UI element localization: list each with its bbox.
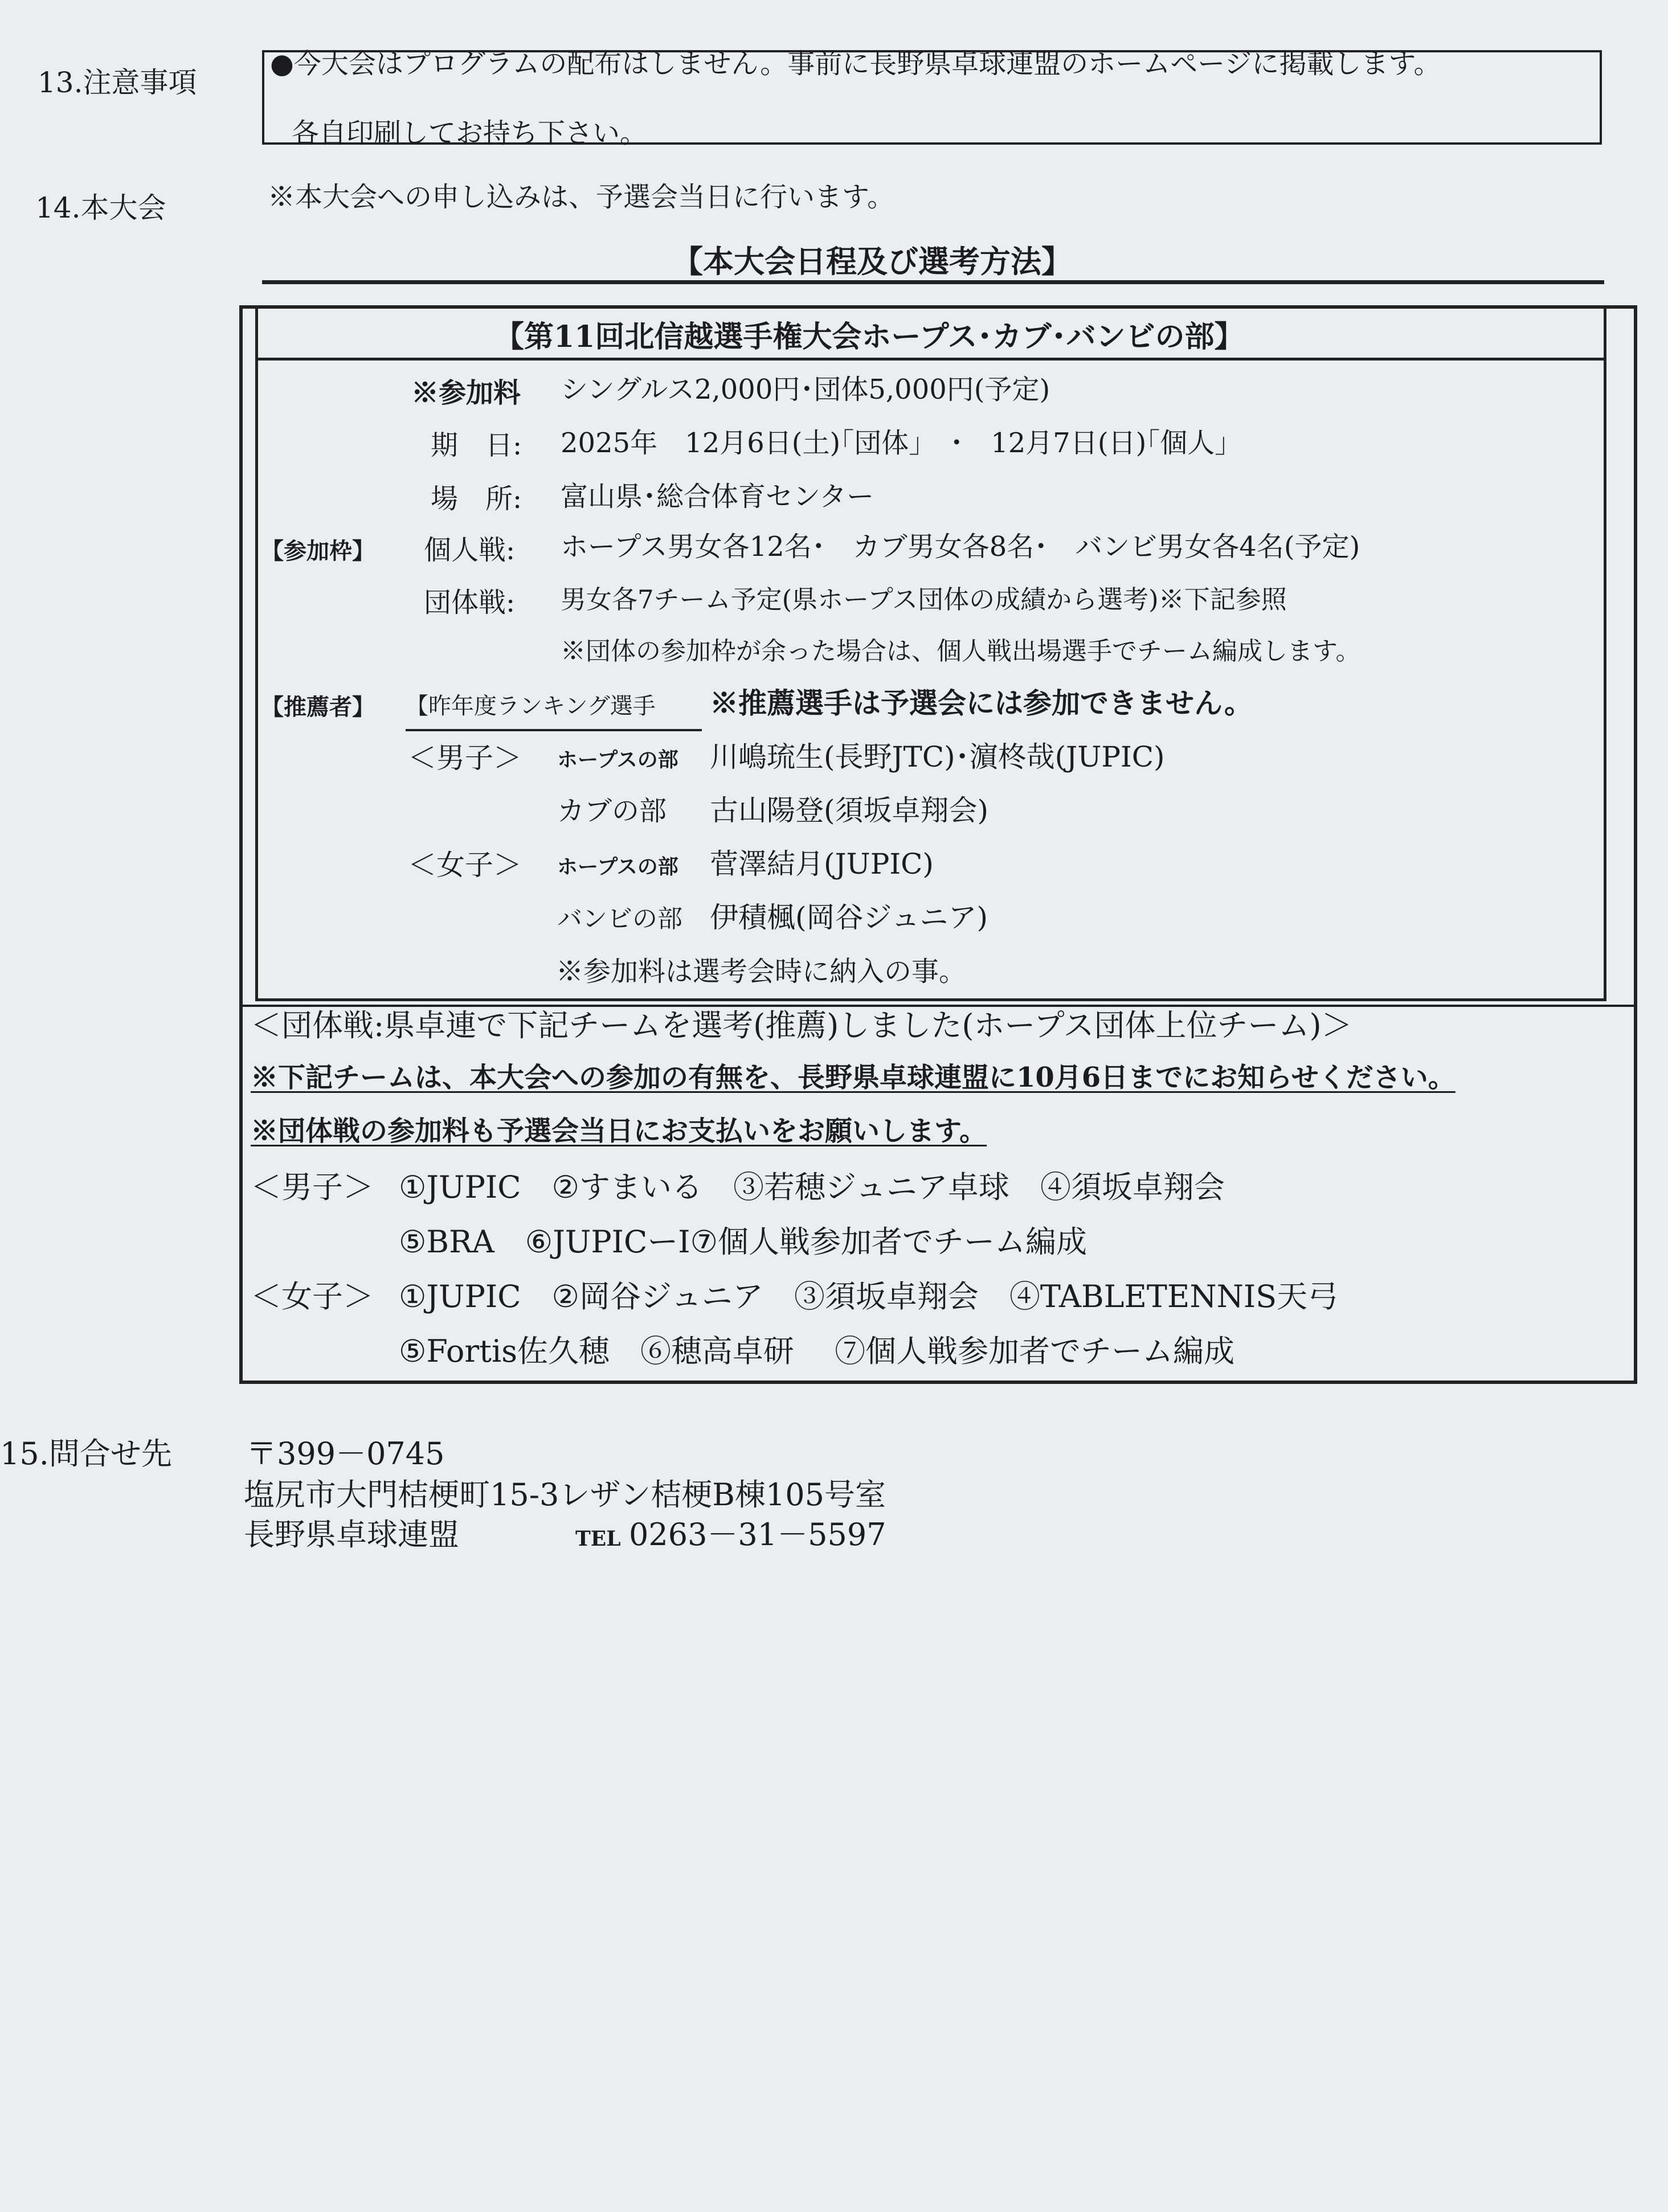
header-divider <box>255 358 1606 361</box>
boys-label: ＜男子＞ <box>408 742 522 775</box>
team-selection-note-2: ※団体戦の参加料も予選会当日にお支払いをお願いします。 <box>251 1115 987 1147</box>
team-boys-label: ＜男子＞ <box>251 1169 374 1205</box>
ranking-underline <box>406 729 702 731</box>
notice-line-1: ●今大会はプログラムの配布はしません。事前に長野県卓球連盟のホームページに掲載します。 <box>270 48 1441 80</box>
fee-payment-note: ※参加料は選考会時に納入の事。 <box>556 956 967 988</box>
organization: 長野県卓球連盟 <box>244 1517 459 1553</box>
team-section-divider <box>239 1005 1637 1007</box>
girls-label: ＜女子＞ <box>408 849 522 882</box>
girls-bambi-division: バンビの部 <box>557 904 682 933</box>
event-header: 【第11回北信越選手権大会ホープス･カブ･バンビの部】 <box>494 319 1244 354</box>
address: 塩尻市大門桔梗町15-3レザン桔梗B棟105号室 <box>244 1477 886 1513</box>
date-value: 2025年 12月6日(土)｢団体｣ ･ 12月7日(日)｢個人｣ <box>561 427 1229 459</box>
boys-cub-names: 古山陽登(須坂卓翔会) <box>710 794 989 827</box>
team-selection-note-1: ※下記チームは、本大会への参加の有無を、長野県卓球連盟に10月6日までにお知らせください。 <box>251 1062 1456 1093</box>
team-girls-row-1: ①JUPIC ②岡谷ジュニア ③須坂卓翔会 ④TABLETENNIS天弓 <box>399 1279 1339 1314</box>
team-label: 団体戦: <box>424 587 516 618</box>
girls-bambi-names: 伊積楓(岡谷ジュニア) <box>710 901 988 934</box>
postal-code: 〒399－0745 <box>246 1436 445 1472</box>
tel-label: TEL <box>575 1527 621 1551</box>
quota-tag: 【参加枠】 <box>261 538 375 564</box>
team-boys-row-2: ⑤BRA ⑥JUPICーⅠ⑦個人戦参加者でチーム編成 <box>399 1224 1088 1260</box>
team-girls-row-2: ⑤Fortis佐久穂 ⑥穂高卓研 ⑦個人戦参加者でチーム編成 <box>399 1333 1235 1369</box>
section-13-heading: 13.注意事項 <box>38 66 197 99</box>
boys-cub-division: カブの部 <box>557 795 667 827</box>
ranking-subtitle: 【昨年度ランキング選手 <box>406 693 656 719</box>
girls-hopes-names: 菅澤結月(JUPIC) <box>710 847 934 880</box>
date-label: 期 日: <box>431 429 522 461</box>
recommended-note: ※推薦選手は予選会には参加できません。 <box>710 686 1253 720</box>
team-value: 男女各7チーム予定(県ホープス団体の成績から選考)※下記参照 <box>561 584 1287 615</box>
individual-value: ホープス男女各12名･ カブ男女各8名･ バンビ男女各4名(予定) <box>561 531 1360 563</box>
boys-hopes-division: ホープスの部 <box>557 748 678 772</box>
title-underline <box>262 280 1604 284</box>
schedule-title: 【本大会日程及び選考方法】 <box>672 243 1072 280</box>
fee-value: シングルス2,000円･団体5,000円(予定) <box>561 374 1050 405</box>
section-15-heading: 15.問合せ先 <box>0 1436 172 1472</box>
notice-line-2: 各自印刷してお持ち下さい。 <box>292 117 648 149</box>
main-event-note: ※本大会への申し込みは、予選会当日に行います。 <box>268 181 895 213</box>
team-girls-label: ＜女子＞ <box>251 1279 374 1314</box>
team-selection-title: ＜団体戦:県卓連で下記チームを選考(推薦)しました(ホープス団体上位チーム)＞ <box>251 1007 1352 1043</box>
place-label: 場 所: <box>431 483 522 515</box>
team-quota-note: ※団体の参加枠が余った場合は、個人戦出場選手でチーム編成します。 <box>561 637 1361 666</box>
boys-hopes-names: 川嶋琉生(長野JTC)･濵柊哉(JUPIC) <box>710 740 1165 773</box>
team-boys-row-1: ①JUPIC ②すまいる ③若穂ジュニア卓球 ④須坂卓翔会 <box>399 1169 1225 1205</box>
place-value: 富山県･総合体育センター <box>561 481 874 513</box>
section-14-heading: 14.本大会 <box>35 191 166 224</box>
fee-label: ※参加料 <box>411 377 521 409</box>
recommended-tag: 【推薦者】 <box>261 694 375 720</box>
individual-label: 個人戦: <box>424 534 516 566</box>
girls-hopes-division: ホープスの部 <box>557 855 678 879</box>
tel-number: 0263－31－5597 <box>629 1517 886 1553</box>
